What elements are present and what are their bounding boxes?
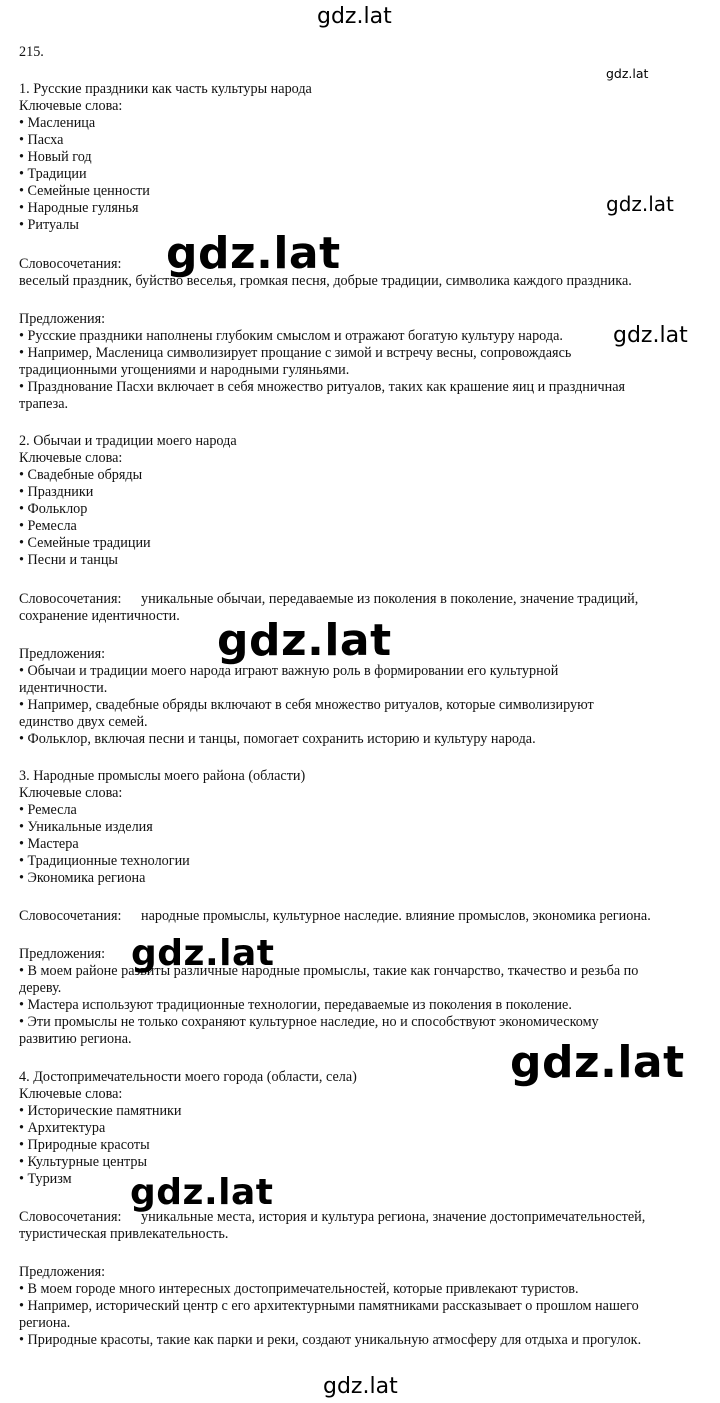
- section-1-keyword: • Традиции: [19, 166, 87, 182]
- section-2-phrases-text: уникальные обычаи, передаваемые из поколения в поколение, значение традиций,: [141, 591, 639, 607]
- section-3-phrases-label: Словосочетания:: [19, 908, 122, 924]
- section-3-title: 3. Народные промыслы моего района (области): [19, 768, 306, 784]
- section-2-sentence-line: единство двух семей.: [19, 714, 148, 730]
- section-3-keyword: • Ремесла: [19, 802, 77, 818]
- page-number: 215.: [19, 44, 44, 60]
- section-3-sentence-line: • Эти промыслы не только сохраняют культурное наследие, но и способствуют экономическому: [19, 1014, 599, 1030]
- section-4-phrases-label: Словосочетания:: [19, 1209, 122, 1225]
- section-2-sentences-label: Предложения:: [19, 646, 106, 662]
- section-1-phrases-text: веселый праздник, буйство веселья, громкая песня, добрые традиции, символика каждого праздника.: [19, 273, 632, 289]
- section-4-keyword: • Исторические памятники: [19, 1103, 182, 1119]
- section-1-sentence-line: • Русские праздники наполнены глубоким смыслом и отражают богатую культуру народа.: [19, 328, 563, 344]
- section-2-keyword: • Праздники: [19, 484, 94, 500]
- watermark: gdz.lat: [130, 1172, 274, 1213]
- section-4-keyword: • Культурные центры: [19, 1154, 148, 1170]
- section-1-keyword: • Семейные ценности: [19, 183, 150, 199]
- section-4-sentence-line: региона.: [19, 1315, 71, 1331]
- watermark: gdz.lat: [323, 1374, 398, 1399]
- watermark: gdz.lat: [606, 66, 649, 81]
- section-1-sentence-line: трапеза.: [19, 396, 69, 412]
- section-1-title: 1. Русские праздники как часть культуры народа: [19, 81, 312, 97]
- section-2-keywords-label: Ключевые слова:: [19, 450, 123, 466]
- section-1-sentence-line: • Празднование Пасхи включает в себя множество ритуалов, таких как крашение яиц и праздничная: [19, 379, 626, 395]
- section-4-title: 4. Достопримечательности моего города (области, села): [19, 1069, 357, 1085]
- section-1-sentences-label: Предложения:: [19, 311, 106, 327]
- section-3-keyword: • Традиционные технологии: [19, 853, 190, 869]
- section-2-phrases-label: Словосочетания:: [19, 591, 122, 607]
- section-3-sentence-line: дереву.: [19, 980, 62, 996]
- section-4-phrases-text: туристическая привлекательность.: [19, 1226, 229, 1242]
- section-1-sentence-line: традиционными угощениями и народными гуляньями.: [19, 362, 350, 378]
- section-2-keyword: • Ремесла: [19, 518, 77, 534]
- section-2-title: 2. Обычаи и традиции моего народа: [19, 433, 237, 449]
- section-3-keyword: • Экономика региона: [19, 870, 146, 886]
- watermark: gdz.lat: [606, 192, 674, 216]
- section-2-keyword: • Семейные традиции: [19, 535, 151, 551]
- section-3-sentences-label: Предложения:: [19, 946, 106, 962]
- section-3-keyword: • Уникальные изделия: [19, 819, 153, 835]
- section-3-keyword: • Мастера: [19, 836, 79, 852]
- watermark: gdz.lat: [510, 1037, 685, 1088]
- section-2-keyword: • Фольклор: [19, 501, 88, 517]
- section-1-keyword: • Пасха: [19, 132, 64, 148]
- section-1-sentence-line: • Например, Масленица символизирует прощание с зимой и встречу весны, сопровождаясь: [19, 345, 572, 361]
- section-1-keyword: • Народные гулянья: [19, 200, 139, 216]
- watermark: gdz.lat: [317, 4, 392, 29]
- section-4-keywords-label: Ключевые слова:: [19, 1086, 123, 1102]
- section-4-keyword: • Архитектура: [19, 1120, 106, 1136]
- section-4-phrases-text: уникальные места, история и культура региона, значение достопримечательностей,: [141, 1209, 646, 1225]
- watermark: gdz.lat: [131, 933, 275, 974]
- section-4-keyword: • Природные красоты: [19, 1137, 150, 1153]
- section-4-keyword: • Туризм: [19, 1171, 72, 1187]
- section-2-phrases-text: сохранение идентичности.: [19, 608, 180, 624]
- section-3-sentence-line: • Мастера используют традиционные технологии, передаваемые из поколения в поколение.: [19, 997, 572, 1013]
- section-3-keywords-label: Ключевые слова:: [19, 785, 123, 801]
- section-1-keywords-label: Ключевые слова:: [19, 98, 123, 114]
- watermark: gdz.lat: [166, 228, 341, 279]
- section-4-sentence-line: • Природные красоты, такие как парки и реки, создают уникальную атмосферу для отдыха и прогулок.: [19, 1332, 642, 1348]
- section-2-keyword: • Песни и танцы: [19, 552, 118, 568]
- section-1-phrases-label: Словосочетания:: [19, 256, 122, 272]
- section-2-sentence-line: идентичности.: [19, 680, 108, 696]
- section-1-keyword: • Новый год: [19, 149, 92, 165]
- section-2-sentence-line: • Обычаи и традиции моего народа играют важную роль в формировании его культурной: [19, 663, 559, 679]
- section-1-keyword: • Ритуалы: [19, 217, 79, 233]
- section-2-sentence-line: • Например, свадебные обряды включают в себя множество ритуалов, которые символизируют: [19, 697, 594, 713]
- section-4-sentence-line: • В моем городе много интересных достопримечательностей, которые привлекают туристов.: [19, 1281, 579, 1297]
- section-4-sentences-label: Предложения:: [19, 1264, 106, 1280]
- section-4-sentence-line: • Например, исторический центр с его архитектурными памятниками рассказывает о прошлом нашего: [19, 1298, 639, 1314]
- section-2-sentence-line: • Фольклор, включая песни и танцы, помогает сохранить историю и культуру народа.: [19, 731, 536, 747]
- watermark: gdz.lat: [217, 615, 392, 666]
- section-3-sentence-line: развитию региона.: [19, 1031, 132, 1047]
- section-2-keyword: • Свадебные обряды: [19, 467, 143, 483]
- section-3-phrases-text: народные промыслы, культурное наследие. влияние промыслов, экономика региона.: [141, 908, 651, 924]
- section-3-sentence-line: • В моем районе развиты различные народные промыслы, такие как гончарство, ткачество и резьба по: [19, 963, 639, 979]
- watermark: gdz.lat: [613, 323, 688, 348]
- section-1-keyword: • Масленица: [19, 115, 96, 131]
